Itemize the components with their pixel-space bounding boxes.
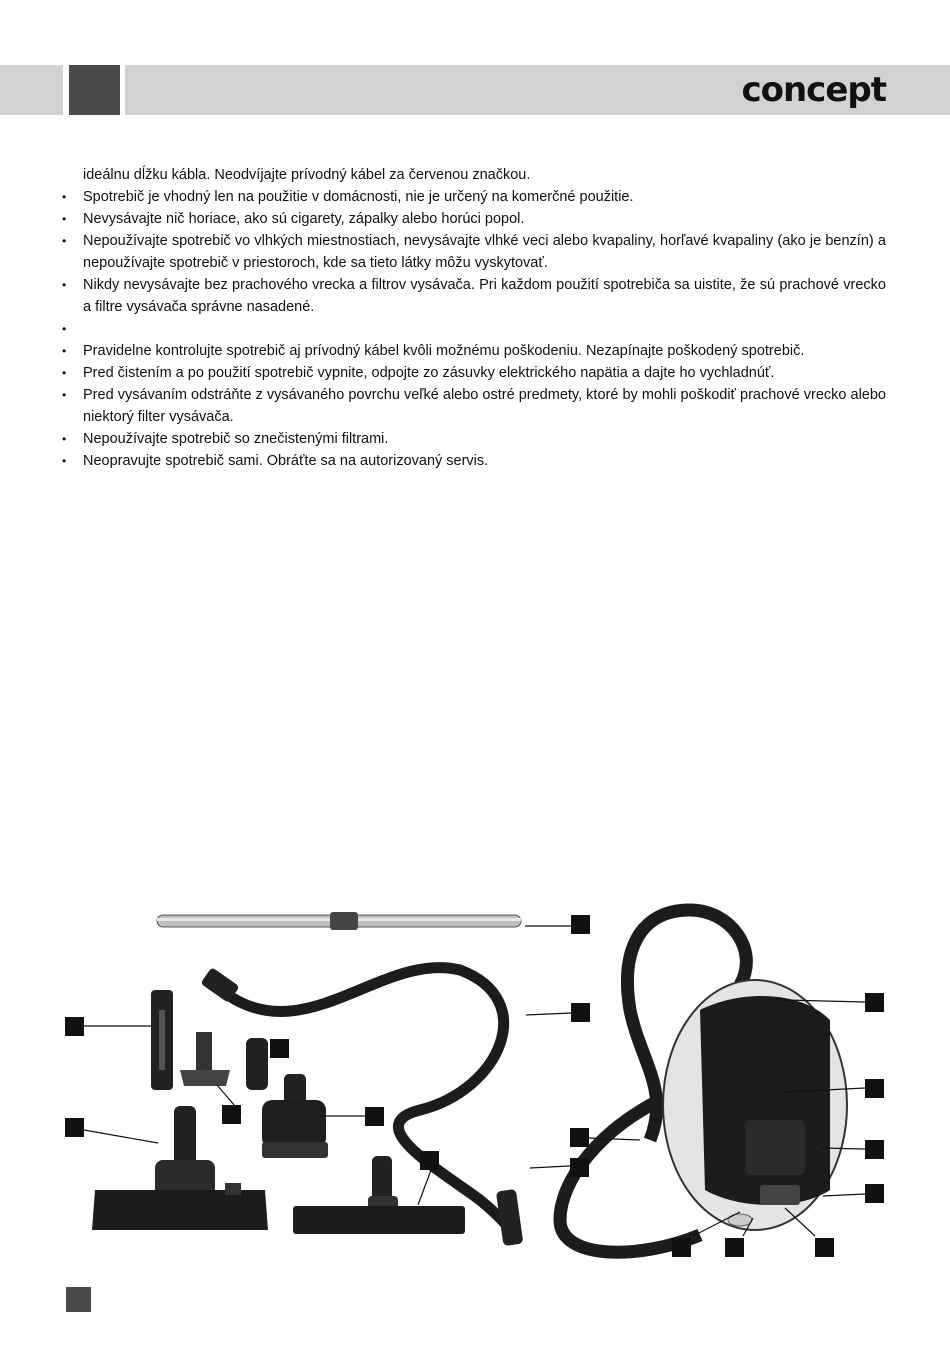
callout-marker: [725, 1238, 744, 1257]
callout-marker: [672, 1238, 691, 1257]
callout-marker: [570, 1158, 589, 1177]
bullet-item: • Neopravujte spotrebič sami. Obráťte sa na autorizovaný servis.: [60, 450, 886, 472]
telescopic-tube-icon: [157, 912, 521, 930]
bullet-item: • Nepoužívajte spotrebič vo vlhkých miestnostiach, nevysávajte vlhké veci alebo kvapaliny, horľavé kvapaliny (ako je benzín) a nepoužívajte spotrebič v priestoroch, kde sa tieto látky môžu vyskytovať.: [60, 230, 886, 274]
callout-marker: [420, 1151, 439, 1170]
callout-marker: [865, 1079, 884, 1098]
callout-marker: [570, 1128, 589, 1147]
floor-nozzle-icon: [92, 1106, 268, 1230]
callout-marker: [365, 1107, 384, 1126]
callout-marker: [65, 1017, 84, 1036]
page-number-marker: [66, 1287, 91, 1312]
bullet-item: • Nikdy nevysávajte bez prachového vrecka a filtrov vysávača. Pri každom použití spotrebiča sa uistite, že sú prachové vrecko a filtre vysávača správne nasadené.: [60, 274, 886, 318]
vacuum-body-icon: [560, 910, 847, 1252]
callout-marker: [865, 1184, 884, 1203]
turbo-brush-icon: [262, 1074, 328, 1158]
bullet-item: • Nevysávajte nič horiace, ako sú cigarety, zápalky alebo horúci popol.: [60, 208, 886, 230]
instructions-text: [60, 164, 886, 472]
header-bar-left: [0, 65, 63, 115]
crevice-tool-icon: [151, 990, 173, 1090]
dusting-brush-icon: [246, 1038, 268, 1090]
header-dark-block: [69, 65, 120, 115]
callout-marker: [270, 1039, 289, 1058]
bullet-item: • Pravidelne kontrolujte spotrebič aj prívodný kábel kvôli možnému poškodeniu. Nezapínajte poškodený spotrebič.: [60, 340, 886, 362]
bullet-list: [60, 186, 886, 472]
bullet-item: • Pred vysávaním odstráňte z vysávaného povrchu veľké alebo ostré predmety, ktoré by mohli poškodiť prachové vrecko alebo niektorý filter vysávača.: [60, 384, 886, 428]
callout-marker: [865, 1140, 884, 1159]
bullet-item: • Nepoužívajte spotrebič so znečistenými filtrami.: [60, 428, 886, 450]
callout-marker: [571, 1003, 590, 1022]
product-diagram: [0, 890, 950, 1290]
callout-marker: [65, 1118, 84, 1137]
brand-logo: concept: [741, 70, 886, 110]
bullet-item-empty: [60, 318, 886, 340]
callout-marker: [865, 993, 884, 1012]
callout-marker: [815, 1238, 834, 1257]
continuation-line: ideálnu dĺžku kábla. Neodvíjajte prívodný kábel za červenou značkou.: [83, 167, 531, 183]
bullet-item: • Spotrebič je vhodný len na použitie v domácnosti, nie je určený na komerčné použitie.: [60, 186, 886, 208]
bullet-item: • Pred čistením a po použití spotrebič vypnite, odpojte zo zásuvky elektrického napätia a dajte ho vychladnúť.: [60, 362, 886, 384]
upholstery-tool-icon: [180, 1032, 230, 1086]
callout-marker: [222, 1105, 241, 1124]
callout-marker: [571, 915, 590, 934]
